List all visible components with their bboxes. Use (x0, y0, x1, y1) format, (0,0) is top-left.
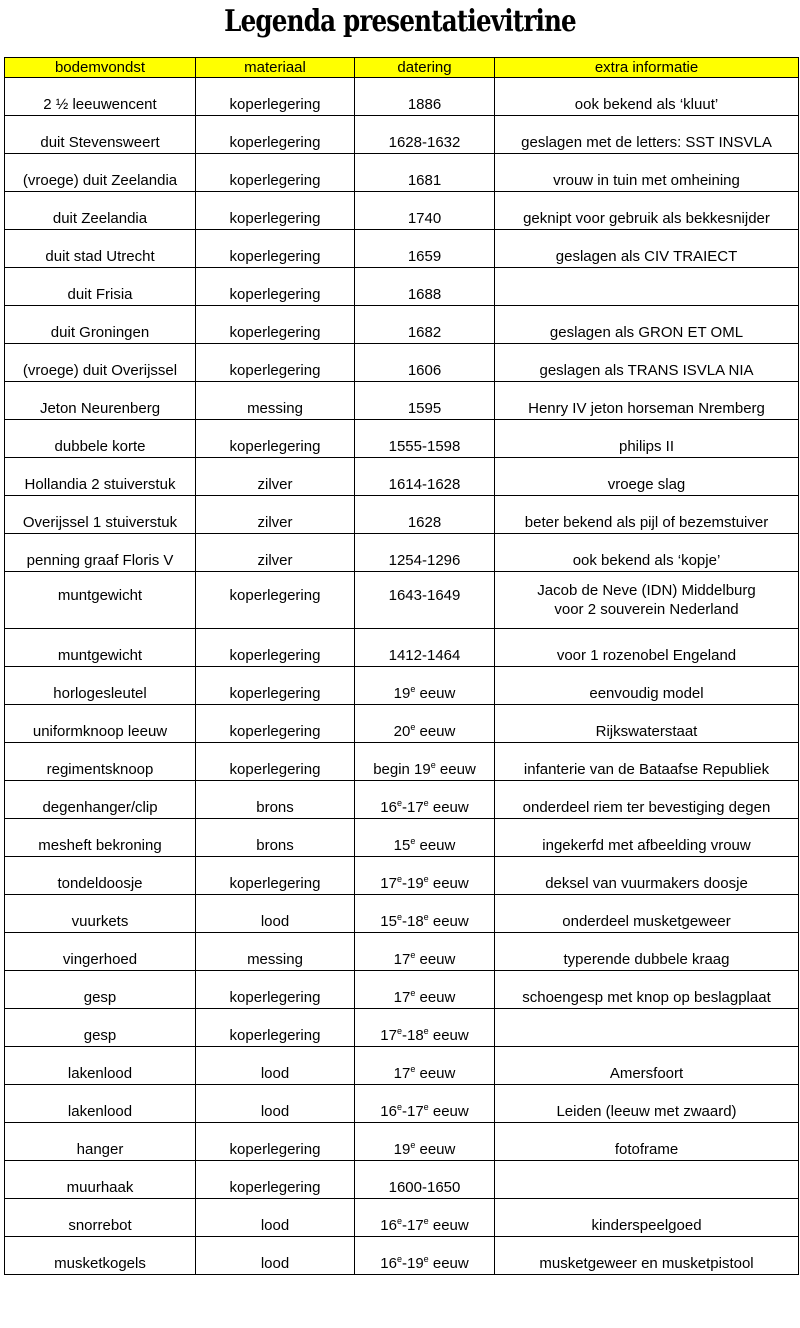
table-row (5, 1085, 799, 1123)
cell-datering: 17e eeuw (355, 1047, 495, 1085)
cell-extra-informatie: vrouw in tuin met omheining (495, 154, 799, 192)
cell-materiaal: zilver (196, 534, 355, 572)
cell-bodemvondst: horlogesleutel (5, 667, 196, 705)
cell-extra-informatie: deksel van vuurmakers doosje (495, 857, 799, 895)
cell-bodemvondst: snorrebot (5, 1199, 196, 1237)
cell-materiaal: koperlegering (196, 268, 355, 306)
cell-materiaal: koperlegering (196, 344, 355, 382)
cell-extra-informatie: ingekerfd met afbeelding vrouw (495, 819, 799, 857)
cell-extra-informatie (495, 1161, 799, 1199)
table-row (5, 1047, 799, 1085)
cell-materiaal: messing (196, 382, 355, 420)
cell-materiaal: koperlegering (196, 857, 355, 895)
cell-materiaal: messing (196, 933, 355, 971)
cell-extra-informatie: geslagen als TRANS ISVLA NIA (495, 344, 799, 382)
cell-bodemvondst: regimentsknoop (5, 743, 196, 781)
cell-extra-informatie: Leiden (leeuw met zwaard) (495, 1085, 799, 1123)
cell-bodemvondst: lakenlood (5, 1085, 196, 1123)
cell-datering: 16e-17e eeuw (355, 781, 495, 819)
table-row (5, 667, 799, 705)
cell-datering: 1555-1598 (355, 420, 495, 458)
cell-materiaal: koperlegering (196, 1161, 355, 1199)
cell-extra-informatie: philips II (495, 420, 799, 458)
table-row (5, 382, 799, 420)
cell-datering: 16e-17e eeuw (355, 1085, 495, 1123)
cell-datering: 1688 (355, 268, 495, 306)
cell-datering: 19e eeuw (355, 1123, 495, 1161)
table-row (5, 857, 799, 895)
cell-bodemvondst: duit Zeelandia (5, 192, 196, 230)
cell-datering: 15e eeuw (355, 819, 495, 857)
cell-materiaal: lood (196, 895, 355, 933)
cell-extra-informatie: geslagen met de letters: SST INSVLA (495, 116, 799, 154)
cell-materiaal: koperlegering (196, 78, 355, 116)
table-row (5, 496, 799, 534)
cell-materiaal: koperlegering (196, 420, 355, 458)
cell-extra-informatie: Rijkswaterstaat (495, 705, 799, 743)
cell-datering: 1600-1650 (355, 1161, 495, 1199)
cell-datering: 16e-17e eeuw (355, 1199, 495, 1237)
cell-extra-informatie: infanterie van de Bataafse Republiek (495, 743, 799, 781)
table-header (5, 58, 799, 78)
cell-materiaal: zilver (196, 496, 355, 534)
column-header-datering: datering (355, 58, 495, 78)
cell-bodemvondst: 2 ½ leeuwencent (5, 78, 196, 116)
cell-datering: 1412-1464 (355, 629, 495, 667)
cell-datering: 1659 (355, 230, 495, 268)
cell-extra-informatie: onderdeel musketgeweer (495, 895, 799, 933)
cell-materiaal: zilver (196, 458, 355, 496)
cell-materiaal: koperlegering (196, 667, 355, 705)
cell-datering: 1606 (355, 344, 495, 382)
cell-bodemvondst: muntgewicht (5, 629, 196, 667)
cell-extra-informatie (495, 268, 799, 306)
cell-datering: 1254-1296 (355, 534, 495, 572)
cell-materiaal: lood (196, 1237, 355, 1275)
cell-datering: 1628-1632 (355, 116, 495, 154)
table-row (5, 971, 799, 1009)
column-header-extra-informatie: extra informatie (495, 58, 799, 78)
cell-bodemvondst: tondeldoosje (5, 857, 196, 895)
cell-bodemvondst: dubbele korte (5, 420, 196, 458)
table-row (5, 572, 799, 629)
cell-materiaal: koperlegering (196, 230, 355, 268)
table-row (5, 306, 799, 344)
table-row (5, 743, 799, 781)
cell-materiaal: koperlegering (196, 306, 355, 344)
cell-bodemvondst: duit stad Utrecht (5, 230, 196, 268)
cell-extra-informatie: geslagen als CIV TRAIECT (495, 230, 799, 268)
table-row (5, 116, 799, 154)
cell-materiaal: koperlegering (196, 154, 355, 192)
cell-bodemvondst: muntgewicht (5, 572, 196, 629)
cell-materiaal: koperlegering (196, 1123, 355, 1161)
cell-materiaal: koperlegering (196, 629, 355, 667)
cell-extra-informatie (495, 1009, 799, 1047)
table-row (5, 458, 799, 496)
cell-bodemvondst: duit Frisia (5, 268, 196, 306)
cell-extra-informatie: Jacob de Neve (IDN) Middelburg voor 2 souverein Nederland (495, 572, 799, 629)
cell-materiaal: koperlegering (196, 192, 355, 230)
page-title: Legenda presentatievitrine (224, 4, 576, 39)
cell-materiaal: lood (196, 1199, 355, 1237)
table-row (5, 192, 799, 230)
table-body (5, 78, 799, 1275)
cell-extra-informatie: ook bekend als ‘kluut’ (495, 78, 799, 116)
cell-materiaal: brons (196, 819, 355, 857)
cell-bodemvondst: duit Stevensweert (5, 116, 196, 154)
table-row (5, 268, 799, 306)
cell-materiaal: koperlegering (196, 572, 355, 629)
cell-materiaal: lood (196, 1085, 355, 1123)
table-row (5, 933, 799, 971)
cell-extra-informatie: onderdeel riem ter bevestiging degen (495, 781, 799, 819)
cell-bodemvondst: (vroege) duit Overijssel (5, 344, 196, 382)
cell-bodemvondst: gesp (5, 971, 196, 1009)
cell-datering: 17e-19e eeuw (355, 857, 495, 895)
cell-extra-informatie: musketgeweer en musketpistool (495, 1237, 799, 1275)
table-row (5, 1161, 799, 1199)
cell-extra-informatie: geslagen als GRON ET OML (495, 306, 799, 344)
cell-bodemvondst: penning graaf Floris V (5, 534, 196, 572)
legend-table (4, 57, 799, 1275)
header-row (5, 58, 799, 78)
cell-bodemvondst: gesp (5, 1009, 196, 1047)
cell-bodemvondst: degenhanger/clip (5, 781, 196, 819)
cell-extra-informatie: voor 1 rozenobel Engeland (495, 629, 799, 667)
cell-materiaal: lood (196, 1047, 355, 1085)
cell-datering: 1628 (355, 496, 495, 534)
cell-bodemvondst: musketkogels (5, 1237, 196, 1275)
cell-datering: 1595 (355, 382, 495, 420)
table-row (5, 78, 799, 116)
cell-datering: 17e eeuw (355, 971, 495, 1009)
cell-extra-informatie: Amersfoort (495, 1047, 799, 1085)
column-header-bodemvondst: bodemvondst (5, 58, 196, 78)
table-row (5, 154, 799, 192)
table-row (5, 420, 799, 458)
cell-extra-informatie: kinderspeelgoed (495, 1199, 799, 1237)
table-row (5, 819, 799, 857)
cell-bodemvondst: hanger (5, 1123, 196, 1161)
cell-bodemvondst: vuurkets (5, 895, 196, 933)
table-row (5, 534, 799, 572)
cell-extra-informatie: ook bekend als ‘kopje’ (495, 534, 799, 572)
cell-materiaal: koperlegering (196, 1009, 355, 1047)
cell-datering: 16e-19e eeuw (355, 1237, 495, 1275)
cell-bodemvondst: muurhaak (5, 1161, 196, 1199)
cell-datering: 17e-18e eeuw (355, 1009, 495, 1047)
table-row (5, 344, 799, 382)
cell-bodemvondst: vingerhoed (5, 933, 196, 971)
cell-bodemvondst: Jeton Neurenberg (5, 382, 196, 420)
table-row (5, 1237, 799, 1275)
cell-bodemvondst: Overijssel 1 stuiverstuk (5, 496, 196, 534)
cell-extra-informatie: schoengesp met knop op beslagplaat (495, 971, 799, 1009)
cell-datering: 17e eeuw (355, 933, 495, 971)
cell-bodemvondst: uniformknoop leeuw (5, 705, 196, 743)
cell-datering: 1886 (355, 78, 495, 116)
table-row (5, 629, 799, 667)
cell-datering: 1740 (355, 192, 495, 230)
cell-bodemvondst: lakenlood (5, 1047, 196, 1085)
cell-materiaal: brons (196, 781, 355, 819)
cell-materiaal: koperlegering (196, 116, 355, 154)
cell-bodemvondst: duit Groningen (5, 306, 196, 344)
cell-datering: 1614-1628 (355, 458, 495, 496)
cell-datering: 1643-1649 (355, 572, 495, 629)
table-row (5, 1123, 799, 1161)
cell-extra-informatie: Henry IV jeton horseman Nremberg (495, 382, 799, 420)
cell-datering: begin 19e eeuw (355, 743, 495, 781)
cell-datering: 19e eeuw (355, 667, 495, 705)
table-row (5, 1009, 799, 1047)
cell-datering: 1681 (355, 154, 495, 192)
cell-bodemvondst: Hollandia 2 stuiverstuk (5, 458, 196, 496)
cell-extra-informatie: beter bekend als pijl of bezemstuiver (495, 496, 799, 534)
table-row (5, 781, 799, 819)
cell-extra-informatie: vroege slag (495, 458, 799, 496)
cell-extra-informatie: eenvoudig model (495, 667, 799, 705)
column-header-materiaal: materiaal (196, 58, 355, 78)
cell-bodemvondst: (vroege) duit Zeelandia (5, 154, 196, 192)
cell-materiaal: koperlegering (196, 971, 355, 1009)
cell-materiaal: koperlegering (196, 705, 355, 743)
table-row (5, 705, 799, 743)
cell-materiaal: koperlegering (196, 743, 355, 781)
cell-extra-informatie: fotoframe (495, 1123, 799, 1161)
cell-datering: 15e-18e eeuw (355, 895, 495, 933)
cell-datering: 20e eeuw (355, 705, 495, 743)
table-row (5, 230, 799, 268)
cell-extra-informatie: geknipt voor gebruik als bekkesnijder (495, 192, 799, 230)
cell-datering: 1682 (355, 306, 495, 344)
cell-extra-informatie: typerende dubbele kraag (495, 933, 799, 971)
cell-bodemvondst: mesheft bekroning (5, 819, 196, 857)
table-row (5, 895, 799, 933)
table-row (5, 1199, 799, 1237)
